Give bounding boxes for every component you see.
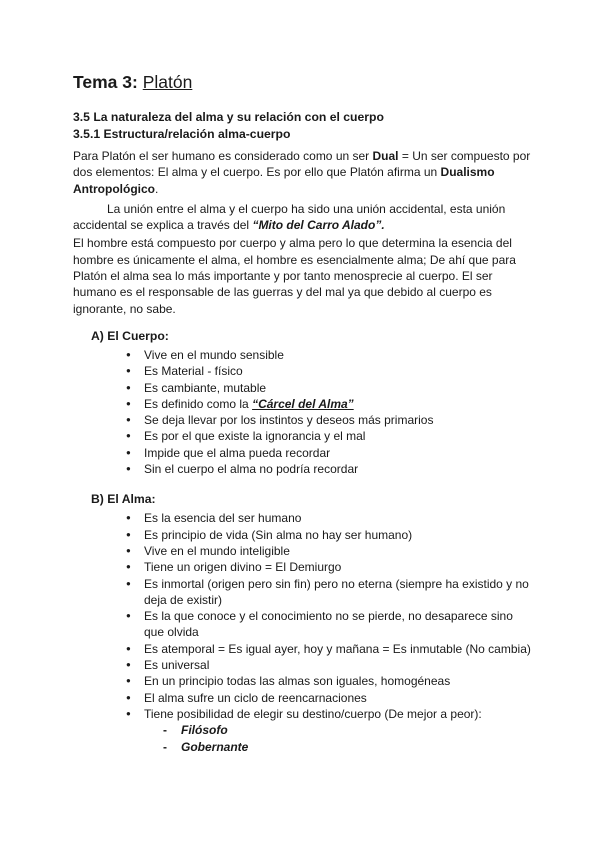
title-name: Platón <box>142 72 193 92</box>
paragraph-dualismo: Para Platón el ser humano es considerado como un ser Dual = Un ser compuesto por dos elementos: El alma y el cuerpo. Es por ello que Platón afirma un Dualismo Antropológico. <box>73 149 531 196</box>
title-prefix: Tema 3: <box>73 72 138 92</box>
section-alma-heading: B) El Alma: <box>91 492 156 507</box>
alma-sublist <box>73 722 533 755</box>
list-item: ● El alma sufre un ciclo de reencarnaciones <box>126 690 533 706</box>
list-item: ● En un principio todas las almas son iguales, homogéneas <box>126 673 533 689</box>
list-item: ● Es cambiante, mutable <box>126 380 533 396</box>
list-item: ● Tiene un origen divino = El Demiurgo <box>126 559 533 575</box>
alma-list <box>73 510 533 722</box>
paragraph-hombre: El hombre está compuesto por cuerpo y alma pero lo que determina la esencia del hombre es únicamente el alma, el hombre es esencialmente alma; De ahí que para Platón el alma sea lo más importante y por tanto menosprecie al cuerpo. El ser humano es el responsable de las guerras y del mal ya que debido al cuerpo es ignorante, no sabe. <box>73 236 516 316</box>
paragraph-union: La unión entre el alma y el cuerpo ha sido una unión accidental, esta unión accidental se explica a través del “Mito del Carro Alado”. <box>73 201 506 233</box>
list-item: ● Vive en el mundo sensible <box>126 347 533 363</box>
list-item: ● Es atemporal = Es igual ayer, hoy y mañana = Es inmutable (No cambia) <box>126 641 533 657</box>
list-item: ● Se deja llevar por los instintos y deseos más primarios <box>126 412 533 428</box>
list-item: ● Es universal <box>126 657 533 673</box>
section-cuerpo-heading: A) El Cuerpo: <box>91 328 169 343</box>
sublist-item: - Filósofo <box>163 722 533 738</box>
sublist-item: - Gobernante <box>163 739 533 755</box>
document-page <box>73 72 533 755</box>
list-item: ● Es la que conoce y el conocimiento no se pierde, no desaparece sino que olvida <box>126 608 533 641</box>
list-item: ● Vive en el mundo inteligible <box>126 543 533 559</box>
page-title <box>73 72 533 93</box>
list-item: ● Impide que el alma pueda recordar <box>126 445 533 461</box>
list-item: ● Es Material - físico <box>126 363 533 379</box>
list-item: ● Es la esencia del ser humano <box>126 510 533 526</box>
list-item: ● Es por el que existe la ignorancia y el mal <box>126 428 533 444</box>
list-item: ● Es definido como la “Cárcel del Alma” <box>126 396 533 412</box>
list-item: ● Tiene posibilidad de elegir su destino/cuerpo (De mejor a peor): <box>126 706 533 722</box>
heading-3-5: 3.5 La naturaleza del alma y su relación con el cuerpo <box>73 110 384 124</box>
list-item: ● Es inmortal (origen pero sin fin) pero no eterna (siempre ha existido y no deja de existir) <box>126 576 533 609</box>
cuerpo-list <box>73 347 533 477</box>
heading-3-5-1: 3.5.1 Estructura/relación alma-cuerpo <box>73 127 291 141</box>
list-item: ● Sin el cuerpo el alma no podría recordar <box>126 461 533 477</box>
list-item: ● Es principio de vida (Sin alma no hay ser humano) <box>126 527 533 543</box>
